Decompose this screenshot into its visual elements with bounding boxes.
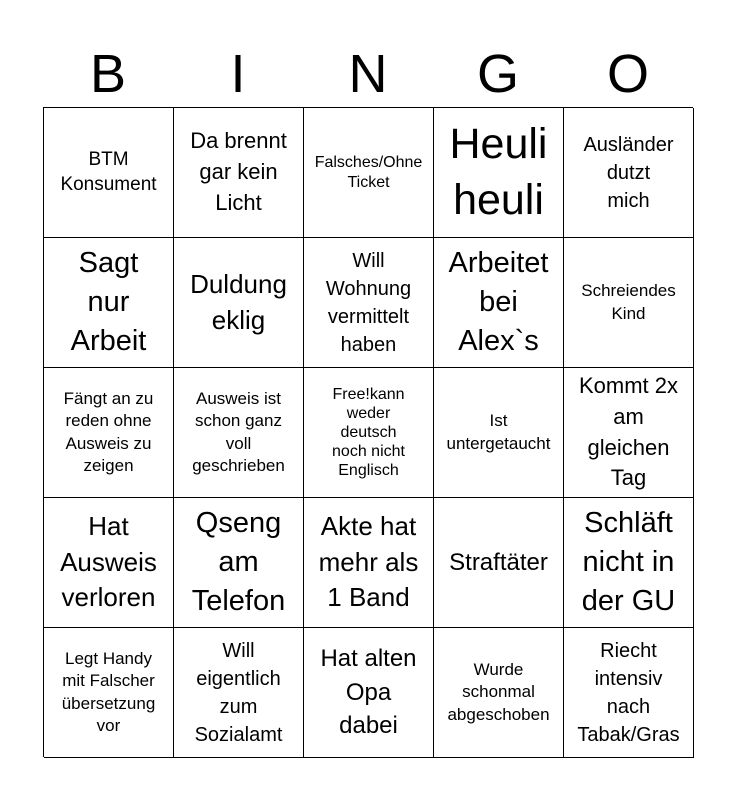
bingo-cell-text: Sagt nur Arbeit [70, 247, 147, 357]
bingo-cell-text: Kommt 2x am gleichen Tag [578, 372, 679, 491]
header-letter-g: G [476, 44, 519, 104]
bingo-cell[interactable] [564, 498, 694, 628]
bingo-cell-text: Fängt an zu reden ohne Ausweis zu zeigen [63, 389, 154, 475]
bingo-cell[interactable] [44, 368, 174, 498]
bingo-cell[interactable] [174, 368, 304, 498]
bingo-cell[interactable] [564, 238, 694, 368]
bingo-cell[interactable] [434, 108, 564, 238]
bingo-cell[interactable] [44, 238, 174, 368]
bingo-cell-text: Will eigentlich zum Sozialamt [194, 639, 283, 746]
bingo-cell-text: Duldung eklig [190, 268, 287, 335]
bingo-cell-text: Heuli heuli [449, 119, 548, 224]
header-letter-o: O [606, 44, 649, 104]
bingo-header [43, 40, 693, 108]
bingo-cell[interactable] [434, 368, 564, 498]
bingo-cell[interactable] [174, 628, 304, 758]
bingo-cell-text: Hat Ausweis verloren [60, 510, 157, 613]
bingo-cell-text: Da brennt gar kein Licht [190, 128, 287, 215]
bingo-cell-text: Will Wohnung vermittelt haben [325, 249, 412, 356]
header-letter-n: N [348, 44, 388, 104]
bingo-cell-text: Ist untergetaucht [446, 411, 551, 453]
bingo-grid [43, 107, 693, 757]
bingo-cell[interactable] [304, 498, 434, 628]
bingo-cell[interactable] [434, 498, 564, 628]
bingo-cell-text: BTM Konsument [60, 148, 157, 195]
bingo-cell-text: Straftäter [449, 548, 548, 576]
bingo-cell[interactable] [434, 628, 564, 758]
bingo-cell[interactable] [304, 108, 434, 238]
header-letter-i: I [230, 44, 246, 104]
bingo-cell-text: Ausländer dutzt mich [583, 133, 674, 212]
bingo-cell[interactable] [174, 108, 304, 238]
bingo-cell-text: Legt Handy mit Falscher übersetzung vor [61, 649, 156, 735]
bingo-cell[interactable] [304, 628, 434, 758]
bingo-cell[interactable] [304, 238, 434, 368]
bingo-cell-text: Arbeitet bei Alex`s [448, 247, 549, 357]
bingo-cell[interactable] [44, 628, 174, 758]
bingo-cell-text: Qseng am Telefon [191, 507, 286, 617]
bingo-cell-text: Hat alten Opa dabei [320, 645, 417, 740]
bingo-cell-text: Wurde schonmal abgeschoben [447, 660, 550, 724]
bingo-cell-text: Riecht intensiv nach Tabak/Gras [577, 639, 680, 746]
bingo-cell[interactable] [564, 108, 694, 238]
bingo-cell[interactable] [174, 498, 304, 628]
bingo-cell[interactable] [434, 238, 564, 368]
bingo-cell[interactable] [174, 238, 304, 368]
bingo-cell[interactable] [564, 368, 694, 498]
bingo-cell-text: Schläft nicht in der GU [581, 507, 676, 617]
bingo-cell[interactable] [304, 368, 434, 498]
bingo-cell-text: Falsches/Ohne Ticket [314, 154, 423, 191]
bingo-cell-text: Akte hat mehr als 1 Band [318, 510, 419, 613]
bingo-cell[interactable] [564, 628, 694, 758]
bingo-cell-text: Ausweis ist schon ganz voll geschrieben [192, 389, 285, 475]
bingo-cell[interactable] [44, 108, 174, 238]
header-letter-b: B [89, 44, 127, 104]
bingo-cell[interactable] [44, 498, 174, 628]
bingo-cell-text: Free!kann weder deutsch noch nicht Englisch [332, 385, 405, 480]
bingo-cell-text: Schreiendes Kind [581, 281, 676, 323]
